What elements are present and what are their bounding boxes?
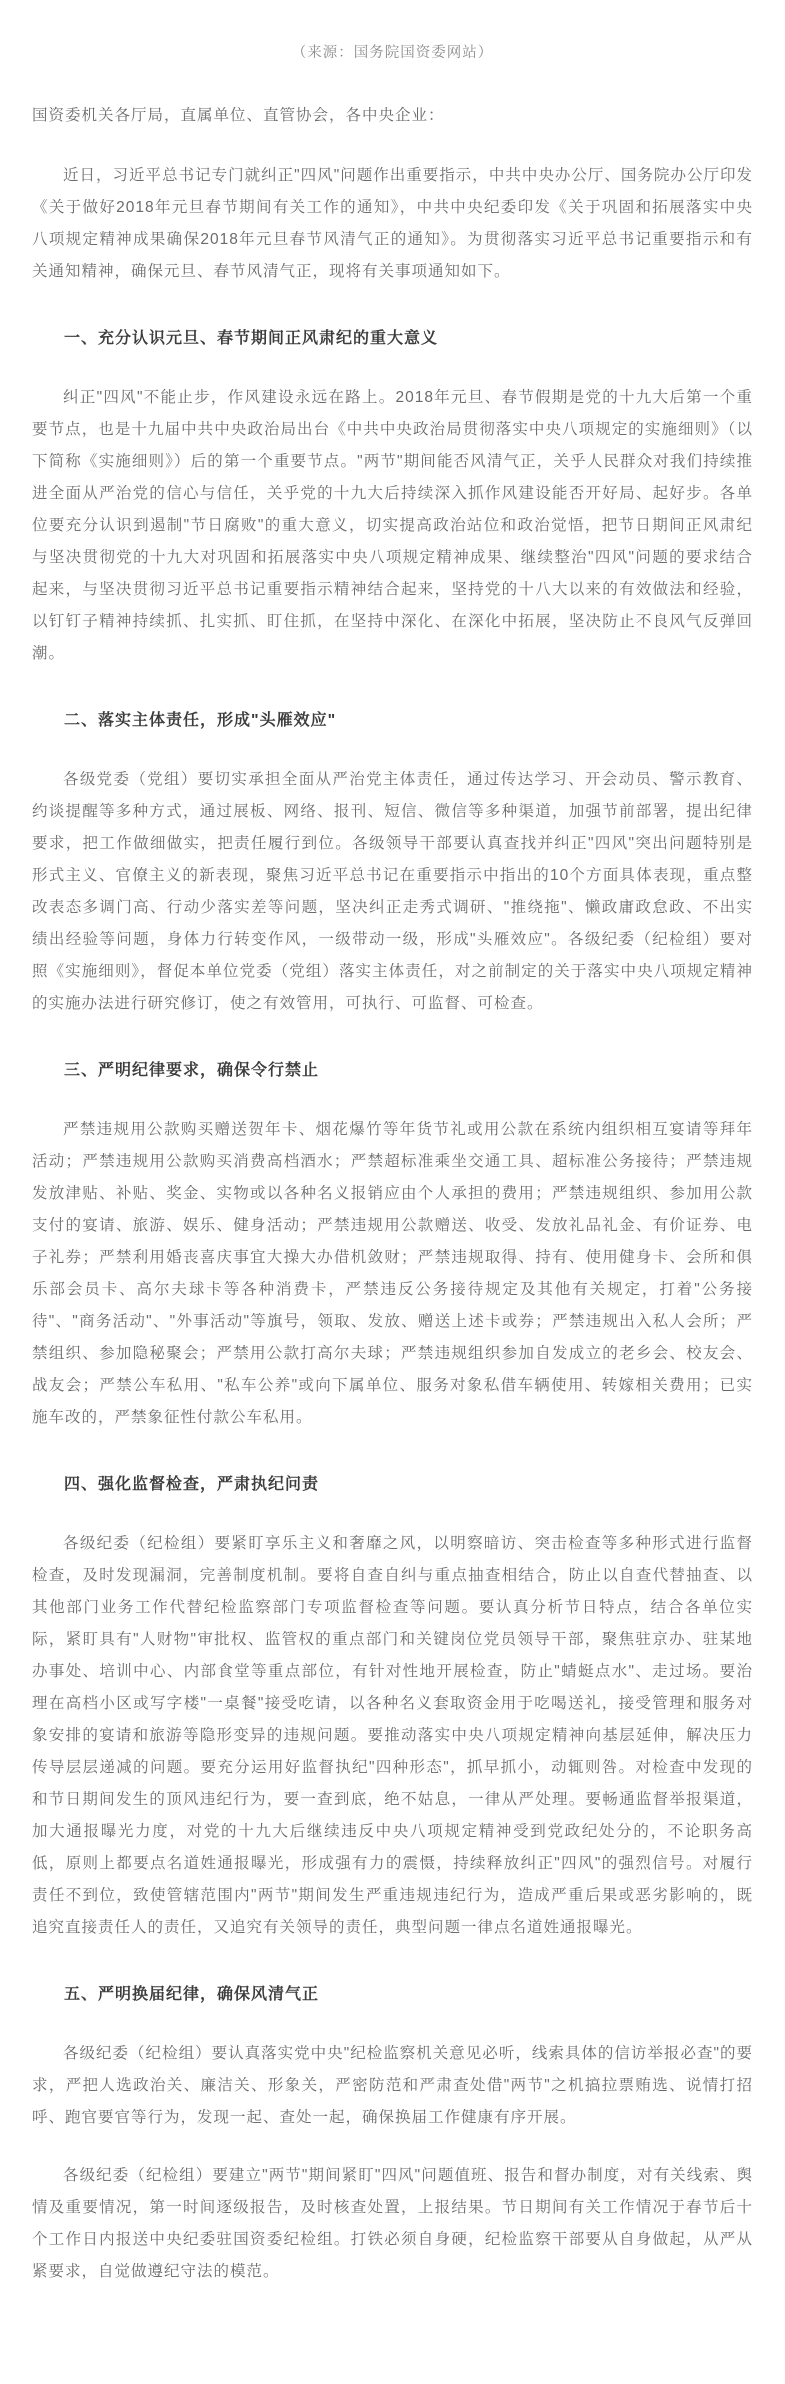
section-5-paragraph-2: 各级纪委（纪检组）要建立"两节"期间紧盯"四风"问题值班、报告和督办制度，对有关线索、舆情及重要情况，第一时间逐级报告，及时核查处置，上报结果。节日期间有关工作情况于春节后十个工作日内报送中央纪委驻国资委纪检组。打铁必须自身硬，纪检监察干部要从自身做起，从严从紧要求，自觉做遵纪守法的模范。	[32, 2167, 753, 2280]
salutation: 国资委机关各厅局，直属单位、直管协会，各中央企业：	[32, 107, 445, 124]
section-4-paragraph-1: 各级纪委（纪检组）要紧盯享乐主义和奢靡之风，以明察暗访、突击检查等多种形式进行监督检查，及时发现漏洞，完善制度机制。要将自查自纠与重点抽查相结合，防止以自查代替抽查、以其他部门业务工作代替纪检监察部门专项监督检查等问题。要认真分析节日特点，结合各单位实际，紧盯具有"人财物"审批权、监管权的重点部门和关键岗位党员领导干部，聚焦驻京办、驻某地办事处、培训中心、内部食堂等重点部位，有针对性地开展检查，防止"蜻蜓点水"、走过场。要治理在高档小区或写字楼"一桌餐"接受吃请，以各种名义套取资金用于吃喝送礼，接受管理和服务对象安排的宴请和旅游等隐形变异的违规问题。要推动落实中央八项规定精神向基层延伸，解决压力传导层层递减的问题。要充分运用好监督执纪"四种形态"，抓早抓小，动辄则咎。对检查中发现的和节日期间发生的顶风违纪行为，要一查到底，绝不姑息，一律从严处理。要畅通监督举报渠道，加大通报曝光力度，对党的十九大后继续违反中央八项规定精神受到党政纪处分的，不论职务高低，原则上都要点名道姓通报曝光，形成强有力的震慑，持续释放纠正"四风"的强烈信号。对履行责任不到位，致使管辖范围内"两节"期间发生严重违规违纪行为，造成严重后果或恶劣影响的，既追究直接责任人的责任，又追究有关领导的责任，典型问题一律点名道姓通报曝光。	[32, 1535, 753, 1936]
section-1-paragraph-1: 纠正"四风"不能止步，作风建设永远在路上。2018年元旦、春节假期是党的十九大后第一个重要节点，也是十九届中共中央政治局出台《中共中央政治局贯彻落实中央八项规定的实施细则》（以下简称《实施细则》）后的第一个重要节点。"两节"期间能否风清气正，关乎人民群众对我们持续推进全面从严治党的信心与信任，关乎党的十九大后持续深入抓作风建设能否开好局、起好步。各单位要充分认识到遏制"节日腐败"的重大意义，切实提高政治站位和政治觉悟，把节日期间正风肃纪与坚决贯彻党的十九大对巩固和拓展落实中央八项规定精神成果、继续整治"四风"问题的要求结合起来，与坚决贯彻习近平总书记重要指示精神结合起来，坚持党的十八大以来的有效做法和经验，以钉钉子精神持续抓、扎实抓、盯住抓，在坚持中深化、在深化中拓展，坚决防止不良风气反弹回潮。	[32, 389, 753, 662]
section-3-heading: 三、严明纪律要求，确保令行禁止	[64, 1062, 320, 1079]
section-5-paragraph-1: 各级纪委（纪检组）要认真落实党中央"纪检监察机关意见必听，线索具体的信访举报必查"的要求，严把人选政治关、廉洁关、形象关，严密防范和严肃查处借"两节"之机搞拉票贿选、说情打招呼、跑官要官等行为，发现一起、查处一起，确保换届工作健康有序开展。	[32, 2045, 753, 2126]
section-2-heading: 二、落实主体责任，形成"头雁效应"	[64, 712, 337, 729]
section-1-heading: 一、充分认识元旦、春节期间正风肃纪的重大意义	[64, 330, 439, 347]
source-line: （来源：国务院国资委网站）	[291, 45, 494, 61]
section-2-paragraph-1: 各级党委（党组）要切实承担全面从严治党主体责任，通过传达学习、开会动员、警示教育、约谈提醒等多种方式，通过展板、网络、报刊、短信、微信等多种渠道，加强节前部署，提出纪律要求，把工作做细做实，把责任履行到位。各级领导干部要认真查找并纠正"四风"突出问题特别是形式主义、官僚主义的新表现，聚焦习近平总书记在重要指示中指出的10个方面具体表现，重点整改表态多调门高、行动少落实差等问题，坚决纠正走秀式调研、"推绕拖"、懒政庸政怠政、不出实绩出经验等问题，身体力行转变作风，一级带动一级，形成"头雁效应"。各级纪委（纪检组）要对照《实施细则》，督促本单位党委（党组）落实主体责任，对之前制定的关于落实中央八项规定精神的实施办法进行研究修订，使之有效管用，可执行、可监督、可检查。	[32, 771, 753, 1012]
intro-paragraph: 近日，习近平总书记专门就纠正"四风"问题作出重要指示，中共中央办公厅、国务院办公厅印发《关于做好2018年元旦春节期间有关工作的通知》，中共中央纪委印发《关于巩固和拓展落实中央八项规定精神成果确保2018年元旦春节风清气正的通知》。为贯彻落实习近平总书记重要指示和有关通知精神，确保元旦、春节风清气正，现将有关事项通知如下。	[32, 167, 753, 280]
section-4-heading: 四、强化监督检查，严肃执纪问责	[64, 1476, 320, 1493]
section-3-paragraph-1: 严禁违规用公款购买赠送贺年卡、烟花爆竹等年货节礼或用公款在系统内组织相互宴请等拜年活动；严禁违规用公款购买消费高档酒水；严禁超标准乘坐交通工具、超标准公务接待；严禁违规发放津贴、补贴、奖金、实物或以各种名义报销应由个人承担的费用；严禁违规组织、参加用公款支付的宴请、旅游、娱乐、健身活动；严禁违规用公款赠送、收受、发放礼品礼金、有价证券、电子礼券；严禁利用婚丧喜庆事宜大操大办借机敛财；严禁违规取得、持有、使用健身卡、会所和俱乐部会员卡、高尔夫球卡等各种消费卡，严禁违反公务接待规定及其他有关规定，打着"公务接待"、"商务活动"、"外事活动"等旗号，领取、发放、赠送上述卡或券；严禁违规出入私人会所；严禁组织、参加隐秘聚会；严禁用公款打高尔夫球；严禁违规组织参加自发成立的老乡会、校友会、战友会；严禁公车私用、"私车公养"或向下属单位、服务对象私借车辆使用、转嫁相关费用；已实施车改的，严禁象征性付款公车私用。	[32, 1121, 753, 1426]
section-5-heading: 五、严明换届纪律，确保风清气正	[64, 1986, 320, 2003]
